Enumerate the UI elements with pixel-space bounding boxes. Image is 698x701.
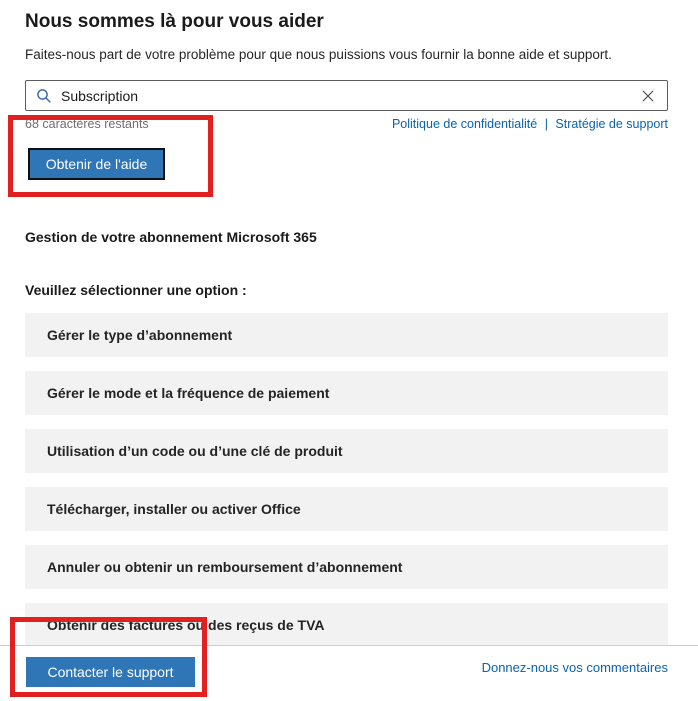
support-strategy-link[interactable]: Stratégie de support [555,117,668,131]
policy-links [392,117,668,131]
page-title: Nous sommes là pour vous aider [25,11,324,32]
search-box [25,80,668,111]
option-manage-payment-method[interactable] [25,371,668,415]
option-download-install-activate-office[interactable] [25,487,668,531]
feedback-link[interactable]: Donnez-nous vos commentaires [481,660,668,675]
select-option-heading: Veuillez sélectionner une option : [25,282,247,298]
option-label: Obtenir des factures ou des reçus de TVA [47,617,325,633]
subscription-heading: Gestion de votre abonnement Microsoft 365 [25,229,317,245]
option-label: Gérer le type d’abonnement [47,327,233,343]
option-label: Annuler ou obtenir un remboursement d’abonnement [47,559,403,575]
privacy-policy-link[interactable]: Politique de confidentialité [391,117,538,131]
characters-remaining-label: 68 caractères restants [25,117,149,131]
search-input[interactable] [61,88,639,104]
contact-support-button[interactable]: Contacter le support [26,657,195,687]
option-label: Gérer le mode et la fréquence de paiement [47,385,330,401]
search-icon [36,88,52,104]
clear-search-icon[interactable] [639,87,657,105]
option-get-invoices-vat-receipts[interactable] [25,603,668,647]
page-subtitle: Faites-nous part de votre problème pour que nous puissions vous fournir la bonne aide et support. [25,47,612,62]
option-label: Utilisation d’un code ou d’une clé de produit [47,443,343,459]
option-manage-subscription-type[interactable] [25,313,668,357]
link-separator: | [544,117,548,131]
option-label: Télécharger, installer ou activer Office [47,501,301,517]
get-help-button[interactable]: Obtenir de l'aide [28,148,165,180]
option-cancel-or-refund-subscription[interactable] [25,545,668,589]
option-list [25,313,668,661]
option-use-code-or-product-key[interactable] [25,429,668,473]
